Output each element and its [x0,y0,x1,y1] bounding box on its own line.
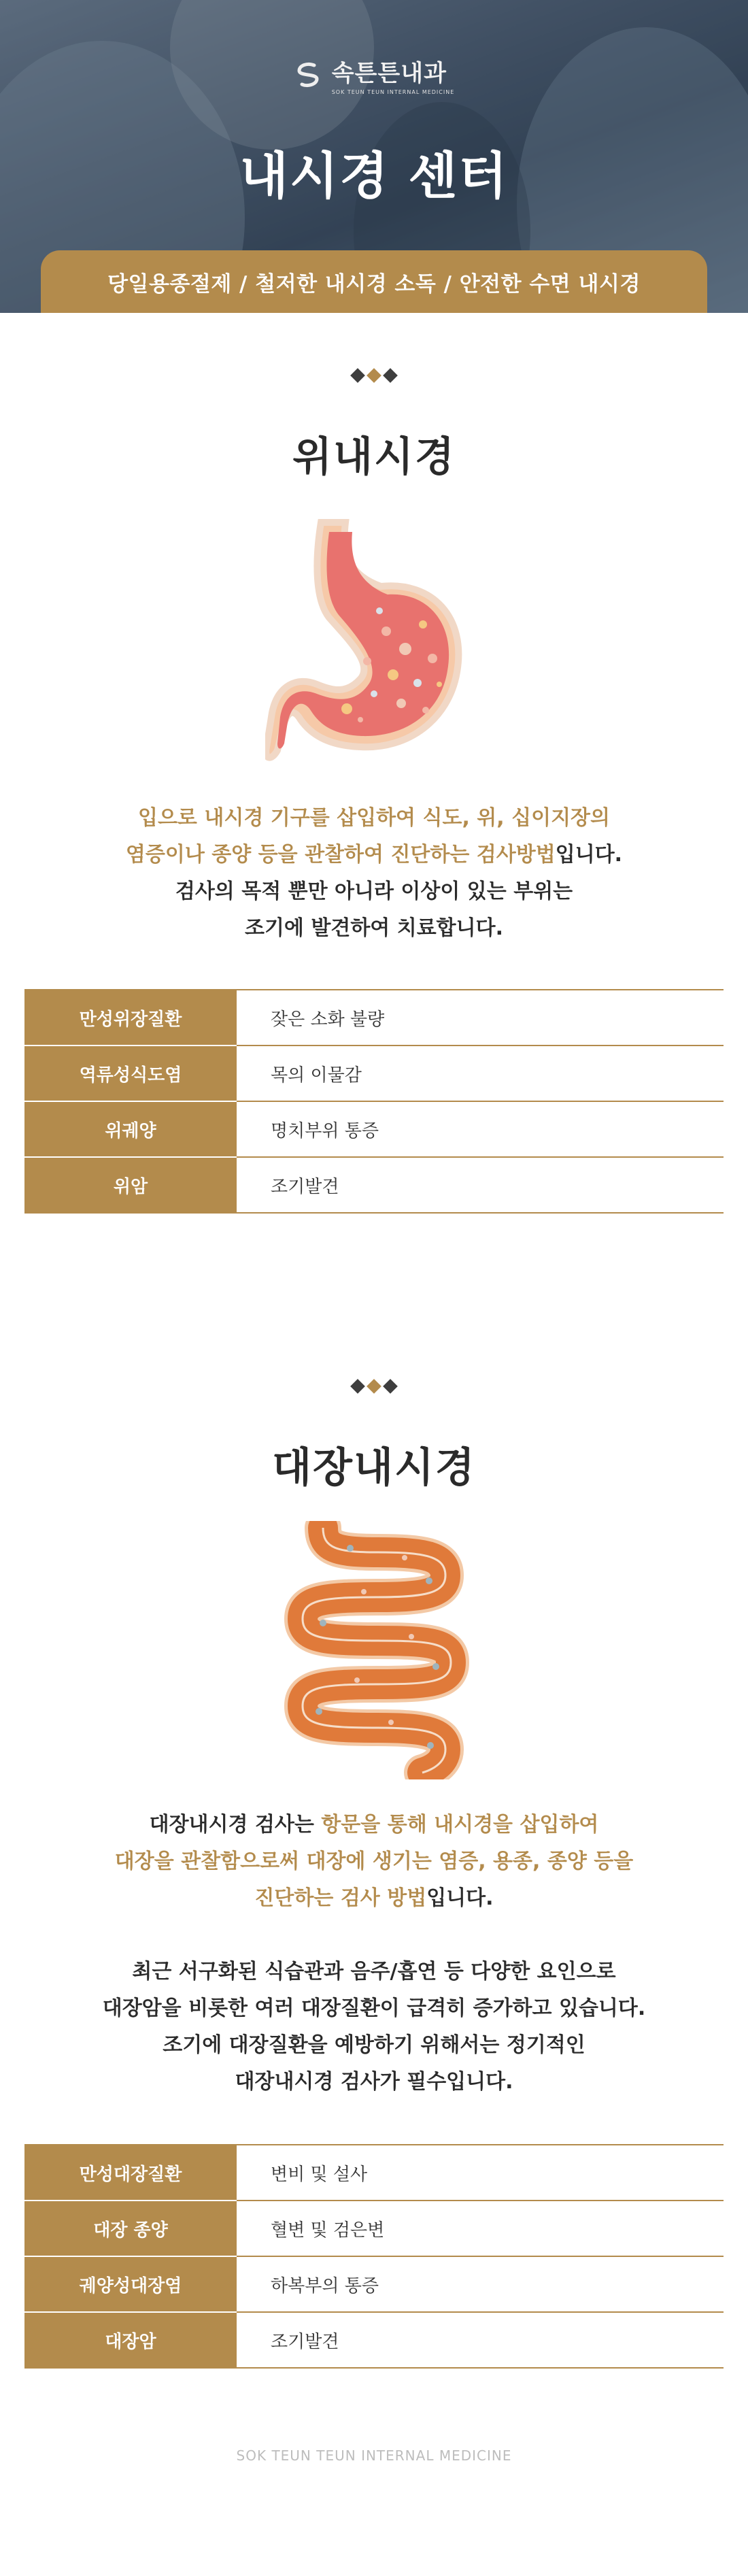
stomach-illustration [0,516,748,767]
disease-cell: 대장 종양 [24,2201,237,2256]
colonoscopy-section [0,1214,748,2369]
symptom-cell: 조기발견 [237,2312,724,2368]
intestine-icon [275,1521,473,1779]
description-line [0,1807,748,1843]
symptom-cell: 명치부위 통증 [237,1101,724,1157]
symptom-cell: 변비 및 설사 [237,2145,724,2201]
description-line: 대장암을 비롯한 여러 대장질환이 급격히 증가하고 있습니다. [102,1996,646,2020]
description-line: 대장을 관찰함으로써 대장에 생기는 염증, 용종, 종양 등을 [114,1850,634,1873]
symptom-cell: 목의 이물감 [237,1046,724,1101]
description-highlight: 진단하는 검사 방법 [254,1886,427,1910]
feature-band: 당일용종절제 / 철저한 내시경 소독 / 안전한 수면 내시경 [41,250,707,313]
description-line: 조기에 발견하여 치료합니다. [244,916,504,940]
symptom-cell: 잦은 소화 불량 [237,990,724,1046]
table-row [24,990,724,1046]
description-line: 조기에 대장질환을 예방하기 위해서는 정기적인 [163,2033,585,2057]
colonoscopy-description [0,1807,748,2101]
description-line [0,1880,748,1917]
symptom-cell: 조기발견 [237,1157,724,1213]
description-line [0,837,748,873]
symptom-cell: 혈변 및 검은변 [237,2201,724,2256]
table-row [24,1157,724,1213]
gastroscopy-table [24,989,724,1214]
intestine-illustration [0,1521,748,1779]
table-row [24,2201,724,2256]
logo-icon [294,60,324,90]
disease-cell: 궤양성대장염 [24,2256,237,2312]
description-line: 검사의 목적 뿐만 아니라 이상이 있는 부위는 [175,880,573,903]
description-line: 입으로 내시경 기구를 삽입하여 식도, 위, 십이지장의 [137,806,611,830]
description-highlight: 염증이나 종양 등을 관찰하여 진단하는 검사방법 [125,843,556,867]
disease-cell: 위궤양 [24,1101,237,1157]
logo-name: 속튼튼내과 [331,60,447,87]
stomach-icon [265,516,483,767]
symptom-cell: 하복부의 통증 [237,2256,724,2312]
table-row [24,1101,724,1157]
gastroscopy-section [0,313,748,1214]
section-title: 위내시경 [292,433,456,481]
description-line: 대장내시경 검사가 필수입니다. [235,2070,513,2094]
table-row [24,2256,724,2312]
description-text: 입니다. [555,843,623,867]
disease-cell: 대장암 [24,2312,237,2368]
hero-banner [0,0,748,313]
colonoscopy-table [24,2144,724,2369]
disease-cell: 위암 [24,1157,237,1213]
section-title: 대장내시경 [272,1444,476,1492]
description-text: 입니다. [426,1886,494,1910]
description-highlight: 항문을 통해 내시경을 삽입하여 [321,1813,599,1837]
footer-text: SOK TEUN TEUN INTERNAL MEDICINE [236,2447,512,2464]
disease-cell: 만성대장질환 [24,2145,237,2201]
table-row [24,1046,724,1101]
page-title: 내시경 센터 [239,147,509,205]
section-divider-icon [0,1377,748,1396]
description-line: 최근 서구화된 식습관과 음주/흡연 등 다양한 요인으로 [132,1960,616,1984]
logo-subtitle: SOK TEUN TEUN INTERNAL MEDICINE [331,89,455,95]
table-row [24,2312,724,2368]
disease-cell: 역류성식도염 [24,1046,237,1101]
description-text: 대장내시경 검사는 [149,1813,322,1837]
gastroscopy-description [0,800,748,947]
disease-cell: 만성위장질환 [24,990,237,1046]
section-divider-icon [0,366,748,385]
table-row [24,2145,724,2201]
clinic-logo[interactable] [0,54,748,95]
